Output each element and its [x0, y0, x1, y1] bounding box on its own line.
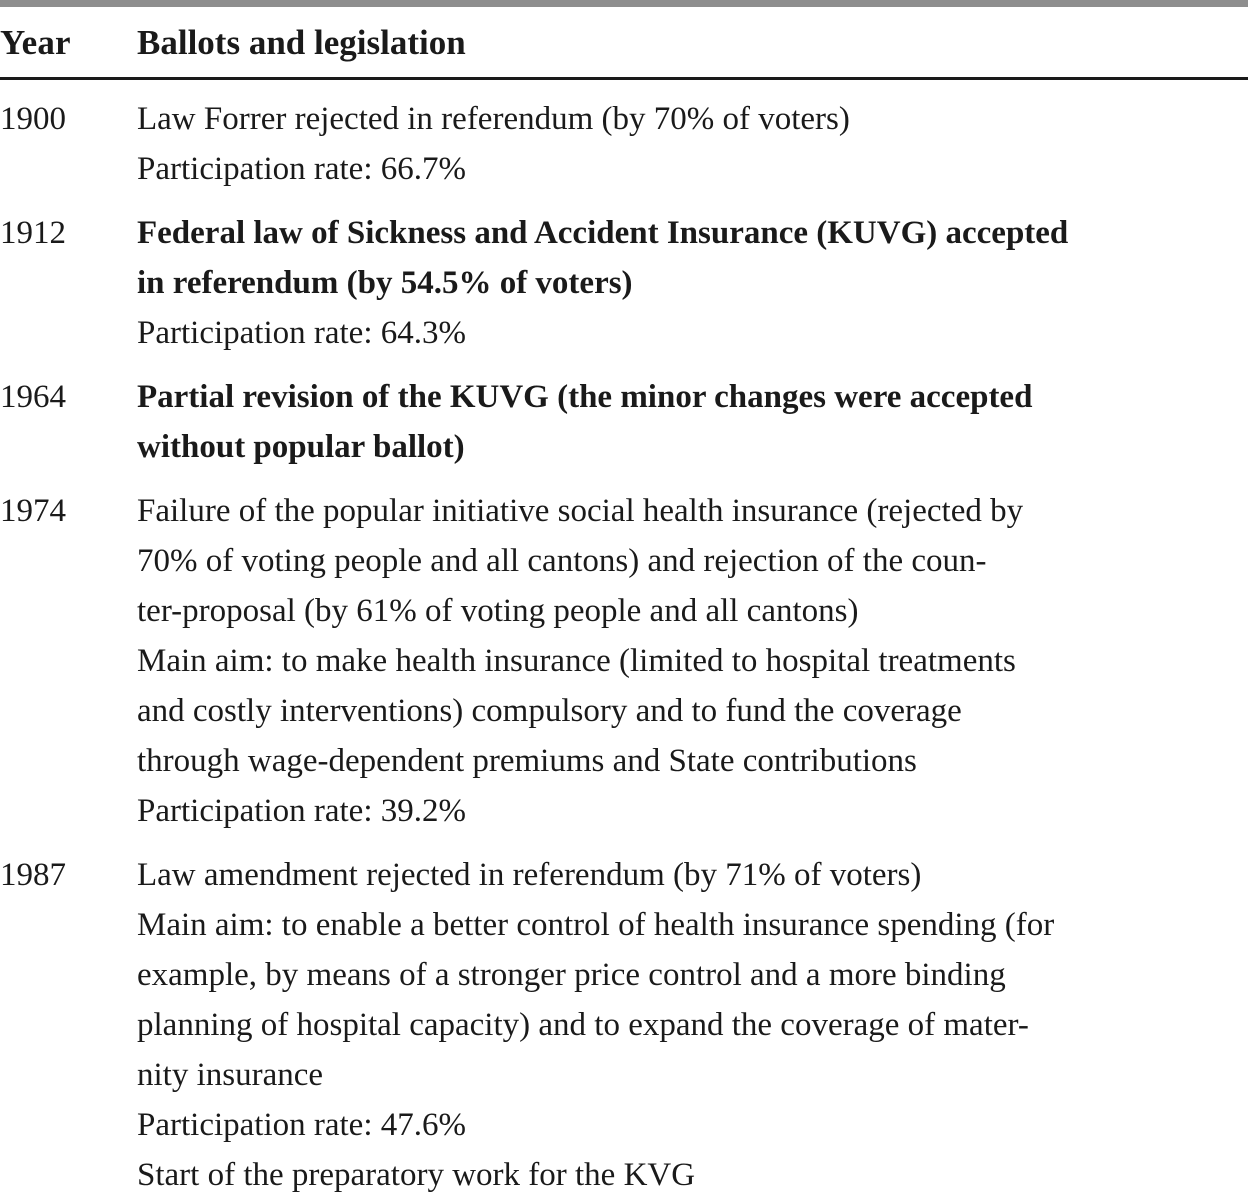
row-year: 1987 [0, 857, 66, 893]
row-content [137, 850, 1227, 1200]
row-line-bold: Partial revision of the KUVG (the minor changes were accepted [137, 379, 1033, 415]
table-row [0, 472, 1248, 836]
participation-rate: Participation rate: 39.2% [137, 793, 466, 829]
participation-rate: Participation rate: 66.7% [137, 151, 466, 187]
table-row [0, 194, 1248, 358]
row-line: Main aim: to enable a better control of health insurance spending (for [137, 907, 1055, 943]
table-row [0, 80, 1248, 194]
row-line: 70% of voting people and all cantons) and rejection of the coun- [137, 543, 987, 579]
row-year: 1974 [0, 493, 66, 529]
table-header [0, 7, 1248, 77]
row-year: 1912 [0, 215, 66, 251]
row-year: 1964 [0, 379, 66, 415]
column-header-year: Year [0, 23, 71, 62]
row-content [137, 486, 1227, 836]
column-header-ballots: Ballots and legislation [137, 23, 466, 62]
row-line: and costly interventions) compulsory and to fund the coverage [137, 693, 962, 729]
row-line: Main aim: to make health insurance (limited to hospital treatments [137, 643, 1016, 679]
row-line-bold: in referendum (by 54.5% of voters) [137, 265, 633, 301]
participation-rate: Participation rate: 64.3% [137, 315, 466, 351]
row-line: through wage-dependent premiums and State contributions [137, 743, 917, 779]
row-line: Failure of the popular initiative social health insurance (rejected by [137, 493, 1024, 529]
row-line: planning of hospital capacity) and to expand the coverage of mater- [137, 1007, 1029, 1043]
row-line: ter-proposal (by 61% of voting people and all cantons) [137, 593, 859, 629]
top-rule [0, 0, 1248, 7]
table-body [0, 80, 1248, 1200]
row-line: Start of the preparatory work for the KVG [137, 1157, 696, 1193]
row-line-bold: Federal law of Sickness and Accident Insurance (KUVG) accepted [137, 215, 1069, 251]
row-content [137, 208, 1227, 358]
row-line-bold: without popular ballot) [137, 429, 465, 465]
row-line: Law Forrer rejected in referendum (by 70% of voters) [137, 101, 850, 137]
row-year: 1900 [0, 101, 66, 137]
table-row [0, 836, 1248, 1200]
row-line: nity insurance [137, 1057, 324, 1093]
table-row [0, 358, 1248, 472]
row-line: example, by means of a stronger price control and a more binding [137, 957, 1006, 993]
row-content [137, 94, 1227, 194]
row-content [137, 372, 1227, 472]
participation-rate: Participation rate: 47.6% [137, 1107, 466, 1143]
row-line: Law amendment rejected in referendum (by 71% of voters) [137, 857, 922, 893]
